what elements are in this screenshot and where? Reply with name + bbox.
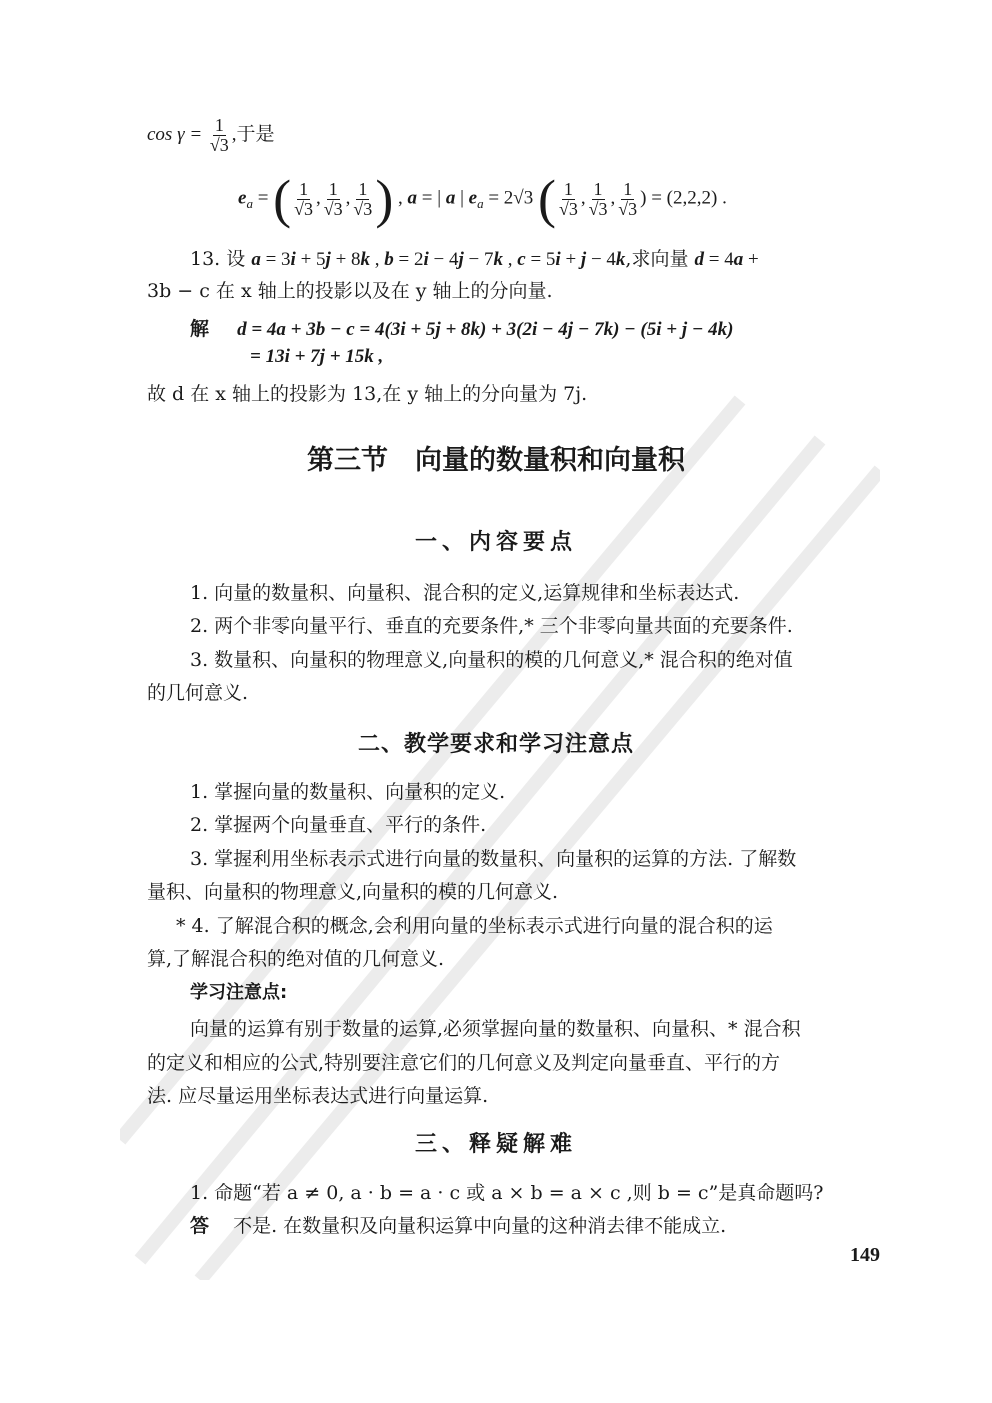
notes-title: 学习注意点: xyxy=(190,982,288,1003)
list-item: 3. 数量积、向量积的物理意义,向量积的模的几何意义,* 混合积的绝对值 xyxy=(190,649,793,671)
problem-13-line1: 13. 设 a = 3i + 5j + 8k , b = 2i − 4j − 7k , c = 5i + j − 4k,求向量 d = 4a + xyxy=(190,248,759,270)
subsection-2-title: 二、教学要求和学习注意点 xyxy=(357,732,634,757)
answer-text: 不是. 在数量积及向量积运算中向量的这种消去律不能成立. xyxy=(233,1215,727,1237)
list-item: 的几何意义. xyxy=(147,682,249,704)
ea-equation: $e_a$ = ( $\frac{1}{√3}$ , $\frac{1}{√3}$ , $\frac{1}{√3}$ ) , a = | a | $e_a = 2√3$ ( $\frac{1}{√3}$ , $\frac{1}{√3}$ , $\frac{1}{√3}$ ) = (2,2,2) . xyxy=(238,169,727,229)
notes-line: 法. 应尽量运用坐标表达式进行向量运算. xyxy=(147,1085,489,1107)
cos-gamma-label: cos γ = xyxy=(147,123,203,145)
conclusion-line: 故 d 在 x 轴上的投影为 13,在 y 轴上的分向量为 7j. xyxy=(147,383,588,405)
list-item: 3. 掌握利用坐标表示式进行向量的数量积、向量积的运算的方法. 了解数 xyxy=(190,848,797,870)
list-item: 量积、向量积的物理意义,向量积的模的几何意义. xyxy=(147,881,559,903)
notes-line: 的定义和相应的公式,特别要注意它们的几何意义及判定向量垂直、平行的方 xyxy=(147,1052,781,1074)
fraction xyxy=(208,116,231,155)
solution-expr-1: d = 4a + 3b − c = 4(3i + 5j + 8k) + 3(2i − 4j − 7k) − (5i + j − 4k) xyxy=(237,319,734,340)
answer-label: 答 xyxy=(190,1215,210,1237)
list-item: 2. 掌握两个向量垂直、平行的条件. xyxy=(190,814,487,836)
subsection-1-title: 一、内容要点 xyxy=(414,530,577,555)
problem-13-line2: 3b − c 在 x 轴上的投影以及在 y 轴上的分向量. xyxy=(147,280,553,302)
list-item: * 4. 了解混合积的概念,会利用向量的坐标表示式进行向量的混合积的运 xyxy=(176,915,773,937)
question-1: 1. 命题“若 a ≠ 0, a · b = a · c 或 a × b = a × c ,则 b = c”是真命题吗? xyxy=(190,1182,824,1204)
subsection-3-title: 三、释疑解难 xyxy=(414,1132,577,1157)
section-title: 第三节 向量的数量积和向量积 xyxy=(307,445,685,476)
fraction-numerator: 1 xyxy=(214,115,224,135)
cos-gamma-line xyxy=(147,116,275,155)
list-item: 1. 向量的数量积、向量积、混合积的定义,运算规律和坐标表达式. xyxy=(190,582,740,604)
notes-line: 向量的运算有别于数量的运算,必须掌握向量的数量积、向量积、* 混合积 xyxy=(190,1018,801,1040)
list-item: 2. 两个非零向量平行、垂直的充要条件,* 三个非零向量共面的充要条件. xyxy=(190,615,793,637)
solution-line1 xyxy=(190,314,733,341)
jie-label: 解 xyxy=(190,318,210,340)
ea-result: ) = (2,2,2) . xyxy=(640,187,727,209)
fraction-denominator: √3 xyxy=(209,134,229,155)
list-item: 1. 掌握向量的数量积、向量积的定义. xyxy=(190,781,506,803)
yushi-text: ,于是 xyxy=(231,123,275,145)
answer-line xyxy=(190,1211,726,1238)
list-item: 算,了解混合积的绝对值的几何意义. xyxy=(147,948,445,970)
solution-line2: = 13i + 7j + 15k , xyxy=(250,346,384,367)
page-number: 149 xyxy=(850,1244,880,1266)
